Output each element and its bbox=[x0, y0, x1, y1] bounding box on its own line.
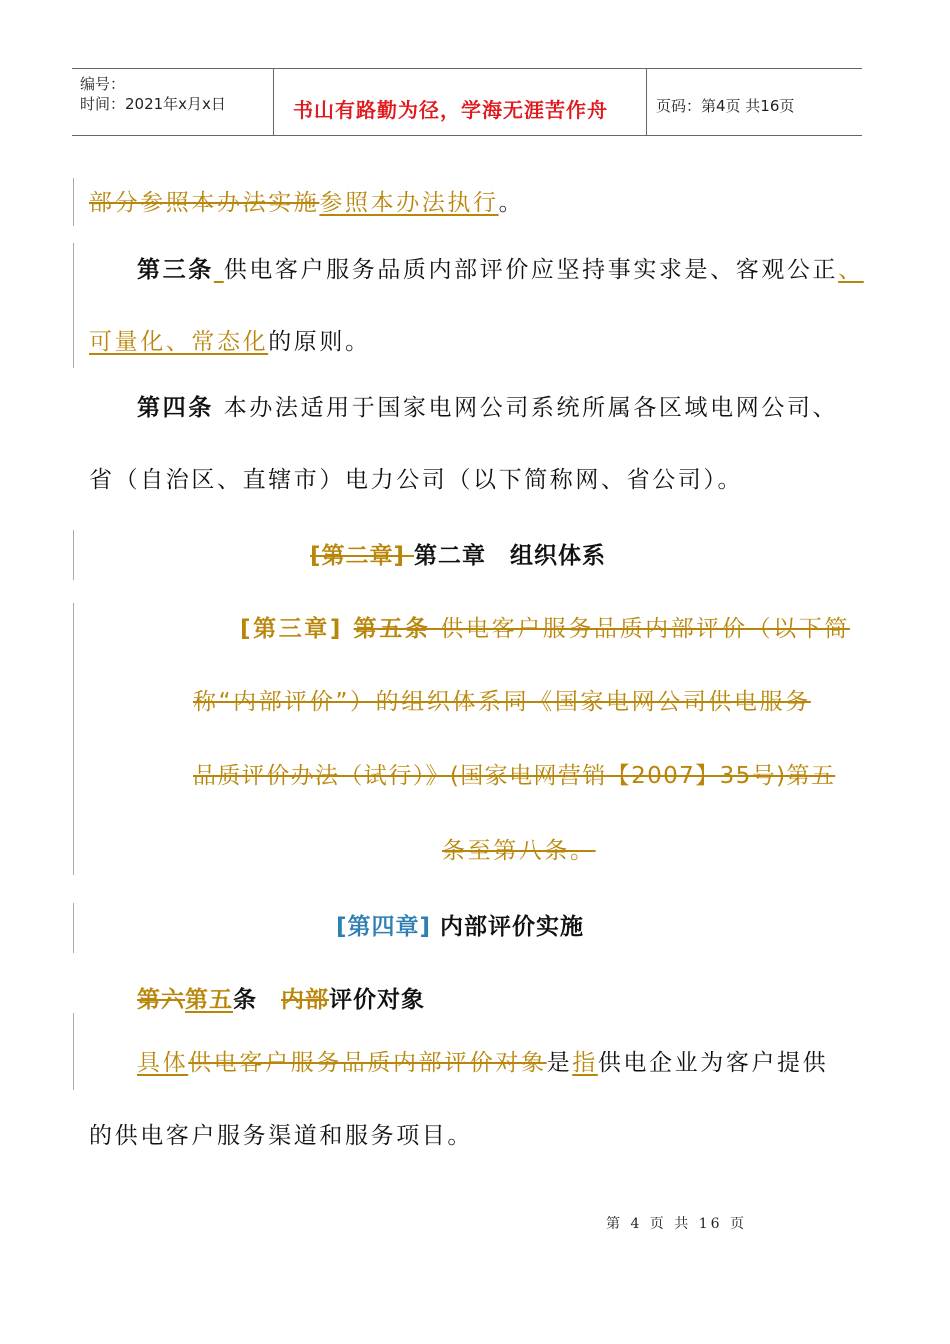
header-divider-1 bbox=[273, 68, 274, 136]
article-5-line-2 bbox=[193, 691, 811, 714]
deleted-text: 供电客户服务品质内部评价（以下简 bbox=[430, 616, 850, 642]
chapter-marker: [第四章] bbox=[336, 914, 432, 940]
change-bar bbox=[73, 178, 74, 226]
change-bar bbox=[73, 243, 74, 368]
header-number-label: 编号： bbox=[80, 75, 126, 93]
chapter-4-heading bbox=[336, 916, 584, 939]
body-text: 的供电客户服务渠道和服务项目。 bbox=[89, 1123, 473, 1149]
change-bar bbox=[73, 903, 74, 953]
body-text: 供电客户服务品质内部评价应坚持事实求是、客观公正 bbox=[223, 257, 839, 283]
moved-marker: [第三章] bbox=[240, 616, 354, 642]
change-bar bbox=[73, 530, 74, 580]
article-5-line-1 bbox=[240, 618, 850, 641]
body-text: 本办法适用于国家电网公司系统所属各区域电网公司、 bbox=[213, 395, 839, 421]
article-5-line-3 bbox=[193, 765, 835, 788]
article-4-line-1 bbox=[137, 397, 838, 420]
change-bar bbox=[73, 603, 74, 875]
deleted-text: 供电客户服务品质内部评价对象 bbox=[188, 1050, 547, 1076]
page-footer: 第 4 页 共 16 页 bbox=[606, 1216, 747, 1232]
header-bottom-border bbox=[72, 135, 862, 136]
body-text: 评价对象 bbox=[329, 987, 425, 1013]
inserted-text: 参照本办法执行 bbox=[319, 190, 499, 216]
article-6-line-2 bbox=[89, 1125, 473, 1148]
paragraph-continuation bbox=[89, 192, 524, 215]
header-top-border bbox=[72, 68, 862, 69]
inserted-text: 可量化、常态化 bbox=[89, 329, 269, 355]
deleted-article-title: 第五条 bbox=[353, 616, 431, 642]
deleted-text: 称“内部评价”）的组织体系同《国家电网公司供电服务 bbox=[193, 689, 811, 715]
article-4-line-2 bbox=[89, 469, 743, 492]
header-motto: 书山有路勤为径，学海无涯苦作舟 bbox=[293, 98, 608, 122]
article-3-line-2 bbox=[89, 331, 371, 354]
body-text: 是 bbox=[546, 1050, 573, 1076]
header-time-label: 时间：2021年x月x日 bbox=[80, 95, 226, 113]
article-6-heading bbox=[137, 989, 425, 1012]
article-6-line-1 bbox=[137, 1052, 828, 1075]
inserted-text: 具体 bbox=[137, 1050, 189, 1076]
body-text: 供电企业为客户提供 bbox=[597, 1050, 829, 1076]
deleted-text: 第六 bbox=[137, 987, 185, 1013]
change-bar bbox=[73, 1013, 74, 1090]
article-title: 第三条 bbox=[137, 257, 214, 283]
article-5-line-4 bbox=[442, 840, 596, 863]
header-page-info: 页码：第4页 共16页 bbox=[656, 97, 795, 115]
chapter-title: 第二章 组织体系 bbox=[414, 543, 607, 569]
body-text: 条 bbox=[233, 987, 281, 1013]
deleted-text: 条至第八条。 bbox=[442, 838, 596, 864]
inserted-text: 第五 bbox=[185, 987, 233, 1013]
body-text: 。 bbox=[498, 190, 525, 216]
body-text: 的原则。 bbox=[268, 329, 371, 355]
body-text: 省（自治区、直辖市）电力公司（以下简称网、省公司）。 bbox=[89, 467, 744, 493]
inserted-text bbox=[214, 257, 224, 283]
inserted-text: 指 bbox=[572, 1050, 598, 1076]
header-divider-2 bbox=[646, 68, 647, 136]
inserted-text: 、 bbox=[838, 257, 864, 283]
deleted-text: [第二章] bbox=[310, 543, 415, 569]
chapter-title: 内部评价实施 bbox=[431, 914, 585, 940]
chapter-2-heading bbox=[310, 545, 606, 568]
article-title: 第四条 bbox=[137, 395, 214, 421]
deleted-text: 部分参照本办法实施 bbox=[89, 190, 320, 216]
deleted-text: 内部 bbox=[281, 987, 329, 1013]
article-3-line-1 bbox=[137, 259, 864, 282]
deleted-text: 品质评价办法（试行）》(国家电网营销【2007】35号)第五 bbox=[193, 763, 836, 789]
